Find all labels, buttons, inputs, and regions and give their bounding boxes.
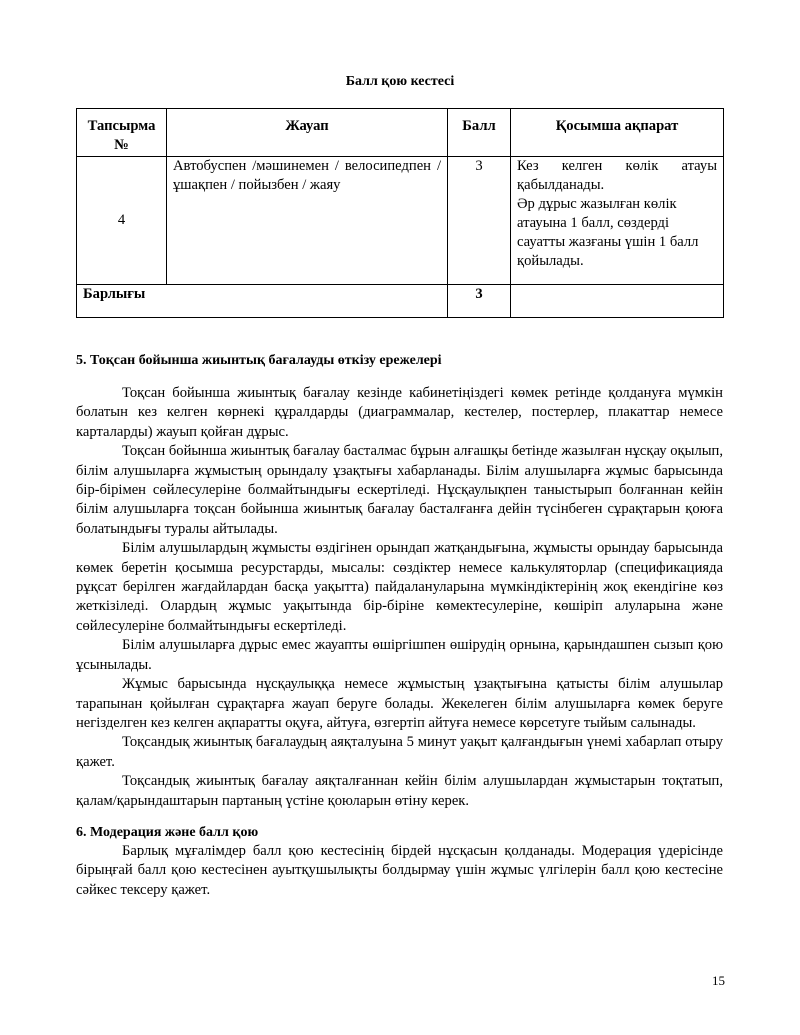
section-6-body xyxy=(76,842,723,900)
total-label: Барлығы xyxy=(77,285,448,318)
header-answer: Жауап xyxy=(167,109,448,157)
paragraph: Барлық мұғалімдер балл қою кестесінің бірдей нұсқасын қолданады. Модерация үдерісінде бірыңғай балл қою кестесінен ауытқушылықты болдырмау үшін жұмыс үлгілерін балл қою кестесіне сәйкес тексеру қажет. xyxy=(76,843,723,898)
info-cell xyxy=(511,157,724,285)
paragraph: Тоқсан бойынша жиынтық бағалау кезінде кабинетіңіздегі көмек ретінде қолдануға мүмкін болатын кез келген көрнекі құралдарды (диаграммалар, кестелер, постерлер, плакаттар немесе карталарды) жауып қойған дұрыс. xyxy=(76,385,723,440)
total-score: 3 xyxy=(448,285,511,318)
score-table xyxy=(76,108,724,318)
section-5-heading: 5. Тоқсан бойынша жиынтық бағалауды өткізу ережелері xyxy=(76,353,442,368)
total-empty-cell xyxy=(511,285,724,318)
paragraph: Жұмыс барысында нұсқаулыққа немесе жұмыстың ұзақтығына қатысты білім алушылар тарапынан қойылған сұрақтарға жауап беруге болады. Жекелеген білім алушыларға көмек беруге негізделген кез келген ақпаратты оқуға, айтуға, өзгертіп айтуға немесе көрсетуге тыйым салынады. xyxy=(76,676,723,731)
header-task: Тапсырма № xyxy=(77,109,167,157)
header-info: Қосымша ақпарат xyxy=(511,109,724,157)
paragraph: Тоқсандық жиынтық бағалау аяқталғаннан кейін білім алушылардан жұмыстарын тоқтатып, қалам/қарындаштарын партаның үстіне қоюларын өтіну керек. xyxy=(76,773,723,809)
paragraph: Тоқсан бойынша жиынтық бағалау басталмас бұрын алғашқы бетінде жазылған нұсқау оқылып, білім алушыларға жұмыстың орындалу ұзақтығы хабарланады. Білім алушыларға жұмыс барысында бір-бірімен сөйлесулеріне болмайтындығы ескертіледі. Нұсқаулықпен таныстырып болғаннан кейін білім алушыларға тоқсан бойынша жиынтық бағалау басталғанға дейін түсінбеген сұрақтарын қоюға болатындығы туралы айтылады. xyxy=(76,443,723,537)
total-row xyxy=(77,285,724,318)
task-number: 4 xyxy=(77,157,167,285)
score-cell: 3 xyxy=(448,157,511,285)
section-5-body xyxy=(76,384,723,811)
header-score: Балл xyxy=(448,109,511,157)
page-title: Балл қою кестесі xyxy=(345,74,455,89)
section-6-heading: 6. Модерация және балл қою xyxy=(76,825,259,840)
answer-cell: Автобуспен /мәшинемен / велосипедпен / ұшақпен / пойызбен / жаяу xyxy=(167,157,448,285)
info-line-2: Әр дұрыс жазылған көлік атауына 1 балл, сөздерді сауатты жазғаны үшін 1 балл қойылады. xyxy=(517,196,699,269)
table-row xyxy=(77,157,724,285)
paragraph: Білім алушыларға дұрыс емес жауапты өшіргішпен өшірудің орнына, қарындашпен сызып қою ұсынылады. xyxy=(76,637,723,673)
info-line-1: Кез келген көлік атауы қабылданады. xyxy=(517,158,717,193)
page-number: 15 xyxy=(712,973,725,988)
paragraph: Білім алушылардың жұмысты өздігінен орындап жатқандығына, жұмысты орындау барысында көмек беретін қосымша ресурстарды, мысалы: сөздіктер немесе калькуляторлар (спецификацияда рұқсат берілген жағдайлардан басқа уақытта) пайдалануларына мүмкіндіктерінің жоқ екендігіне көз жеткізіледі. Олардың жұмыс уақытында бір-біріне көмектесулеріне, көшіріп алуларына және сөйлесулеріне болмайтындығы ескертіледі. xyxy=(76,540,723,634)
paragraph: Тоқсандық жиынтық бағалаудың аяқталуына 5 минут уақыт қалғандығын үнемі хабарлап отыру қажет. xyxy=(76,734,723,770)
table-header-row xyxy=(77,109,724,157)
